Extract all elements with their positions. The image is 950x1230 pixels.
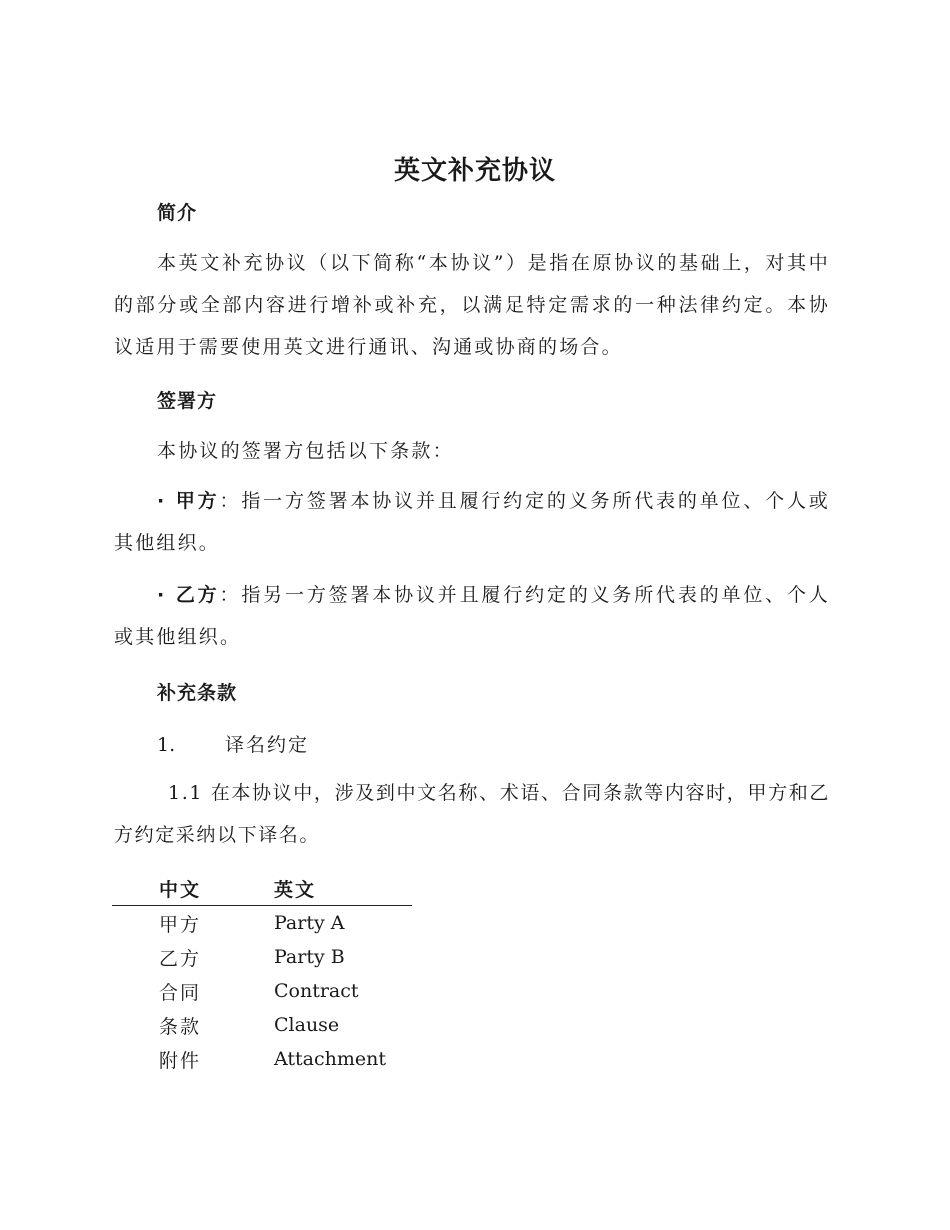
table-row (112, 940, 412, 974)
table-header-chinese: 中文 (112, 872, 274, 906)
party-b-definition: ：指另一方签署本协议并且履行约定的义务所代表的单位、个人或其他组织。 (114, 584, 830, 648)
document-title: 英文补充协议 (393, 156, 556, 186)
table-header-row (112, 872, 412, 906)
table-row (112, 906, 412, 941)
table-cell-chinese: 条款 (159, 1015, 202, 1038)
section-heading-intro: 简介 (157, 202, 198, 224)
section-heading-signatories: 签署方 (157, 390, 218, 412)
intro-paragraph: 本英文补充协议（以下简称“本协议”）是指在原协议的基础上，对其中的部分或全部内容进行增补或补充，以满足特定需求的一种法律约定。本协议适用于需要使用英文进行通讯、沟通或协商的场合。 (114, 252, 830, 358)
table-cell-english: Clause (274, 1014, 340, 1036)
table-cell-chinese: 合同 (159, 981, 202, 1004)
party-b-paragraph (114, 574, 830, 658)
table-cell-english: Contract (274, 980, 359, 1002)
section-heading-supplementary: 补充条款 (157, 682, 238, 704)
clause-1-1: 1.1 在本协议中，涉及到中文名称、术语、合同条款等内容时，甲方和乙方约定采纳以下译名。 (114, 782, 830, 846)
party-a-term: · 甲方 (157, 490, 220, 512)
translation-terms-table (112, 872, 412, 1076)
numbered-item-1-label: 译名约定 (225, 734, 310, 756)
numbered-item-1 (157, 730, 309, 757)
party-a-paragraph (114, 480, 830, 564)
party-b-term: · 乙方 (157, 584, 220, 606)
table-cell-chinese: 附件 (159, 1049, 202, 1072)
table-cell-english: Party B (274, 946, 345, 968)
table-cell-english: Party A (274, 912, 345, 934)
table-row (112, 974, 412, 1008)
table-cell-chinese: 乙方 (159, 947, 202, 970)
numbered-item-1-number: 1. (157, 734, 176, 756)
table-cell-english: Attachment (274, 1048, 386, 1070)
table-header-english: 英文 (274, 872, 412, 906)
table-row (112, 1042, 412, 1076)
party-a-definition: ：指一方签署本协议并且履行约定的义务所代表的单位、个人或其他组织。 (114, 490, 830, 554)
signatories-lead: 本协议的签署方包括以下条款： (157, 440, 454, 462)
table-row (112, 1008, 412, 1042)
table-cell-chinese: 甲方 (159, 913, 202, 936)
